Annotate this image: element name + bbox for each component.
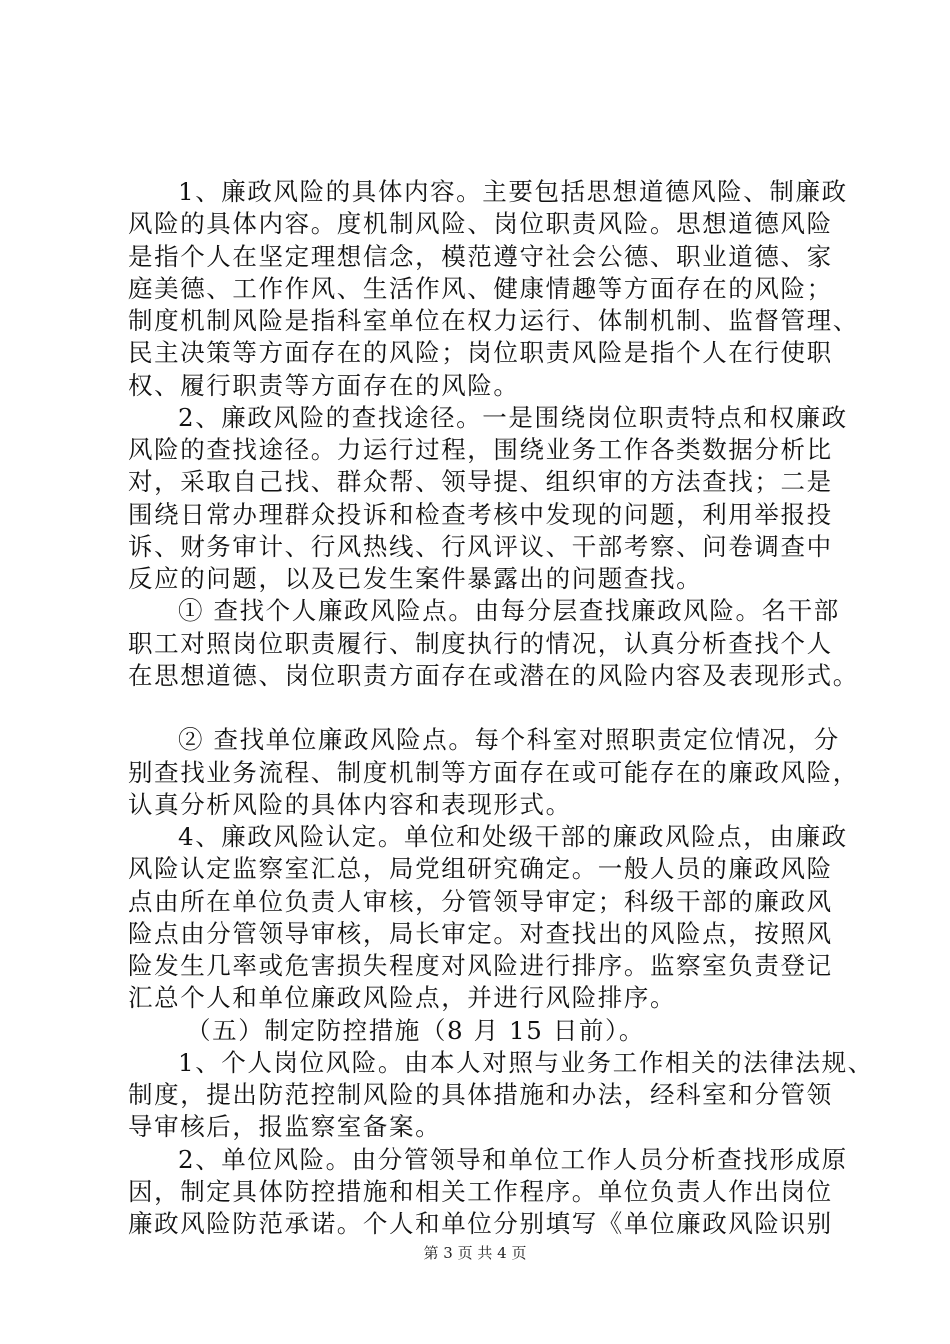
text-line: 围绕日常办理群众投诉和检查考核中发现的问题，利用举报投 [128,499,833,529]
text-line: 民主决策等方面存在的风险；岗位职责风险是指个人在行使职 [128,338,833,368]
text-line: 汇总个人和单位廉政风险点，并进行风险排序。 [128,983,677,1013]
text-line: 风险认定监察室汇总，局党组研究确定。一般人员的廉政风险 [128,854,833,884]
text-line: 1、个人岗位风险。由本人对照与业务工作相关的法律法规、 [178,1047,874,1077]
text-line: 是指个人在坚定理想信念，模范遵守社会公德、职业道德、家 [128,241,833,271]
text-line: 认真分析风险的具体内容和表现形式。 [128,789,572,819]
text-line: 庭美德、工作作风、生活作风、健康情趣等方面存在的风险； [128,273,833,303]
text-line: 制度，提出防范控制风险的具体措施和办法，经科室和分管领 [128,1080,833,1109]
text-line: 导审核后，报监察室备案。 [128,1112,442,1142]
text-line: 4、廉政风险认定。单位和处级干部的廉政风险点，由廉政 [178,822,848,851]
text-line: 2、单位风险。由分管领导和单位工作人员分析查找形成原 [178,1144,848,1174]
text-line: 廉政风险防范承诺。个人和单位分别填写《单位廉政风险识别 [128,1209,833,1238]
text-line: 权、履行职责等方面存在的风险。 [128,370,520,400]
text-line: 险点由分管领导审核，局长审定。对查找出的风险点，按照风 [128,918,833,948]
text-line: 因，制定具体防控措施和相关工作程序。单位负责人作出岗位 [128,1176,833,1206]
paragraph-spacer [128,692,828,724]
text-line: 点由所在单位负责人审核，分管领导审定；科级干部的廉政风 [128,886,833,916]
page-number-footer: 第 3 页 共 4 页 [423,1244,527,1262]
document-body [128,176,874,1240]
text-line: 诉、财务审计、行风热线、行风评议、干部考察、问卷调查中 [128,531,833,561]
text-line: 在思想道德、岗位职责方面存在或潜在的风险内容及表现形式。 [128,660,859,690]
text-line: 风险的具体内容。度机制风险、岗位职责风险。思想道德风险 [128,209,833,239]
text-line: 2、廉政风险的查找途径。一是围绕岗位职责特点和权廉政 [178,402,848,432]
text-line: 制度机制风险是指科室单位在权力运行、体制机制、监督管理、 [128,306,859,335]
text-line: ② 查找单位廉政风险点。每个科室对照职责定位情况，分 [178,725,840,755]
text-line: 职工对照岗位职责履行、制度执行的情况，认真分析查找个人 [128,628,833,658]
text-line: 别查找业务流程、制度机制等方面存在或可能存在的廉政风险， [128,757,859,787]
text-line: ① 查找个人廉政风险点。由每分层查找廉政风险。名干部 [178,596,840,626]
text-line: 险发生几率或危害损失程度对风险进行排序。监察室负责登记 [128,951,833,980]
text-line: 1、廉政风险的具体内容。主要包括思想道德风险、制廉政 [178,177,848,206]
text-line: 反应的问题，以及已发生案件暴露出的问题查找。 [128,564,703,593]
text-line: 风险的查找途径。力运行过程，围绕业务工作各类数据分析比 [128,435,833,464]
text-line: 对，采取自己找、群众帮、领导提、组织审的方法查找；二是 [128,467,833,497]
section-heading: （五）制定防控措施（8 月 15 日前）。 [186,1015,645,1045]
